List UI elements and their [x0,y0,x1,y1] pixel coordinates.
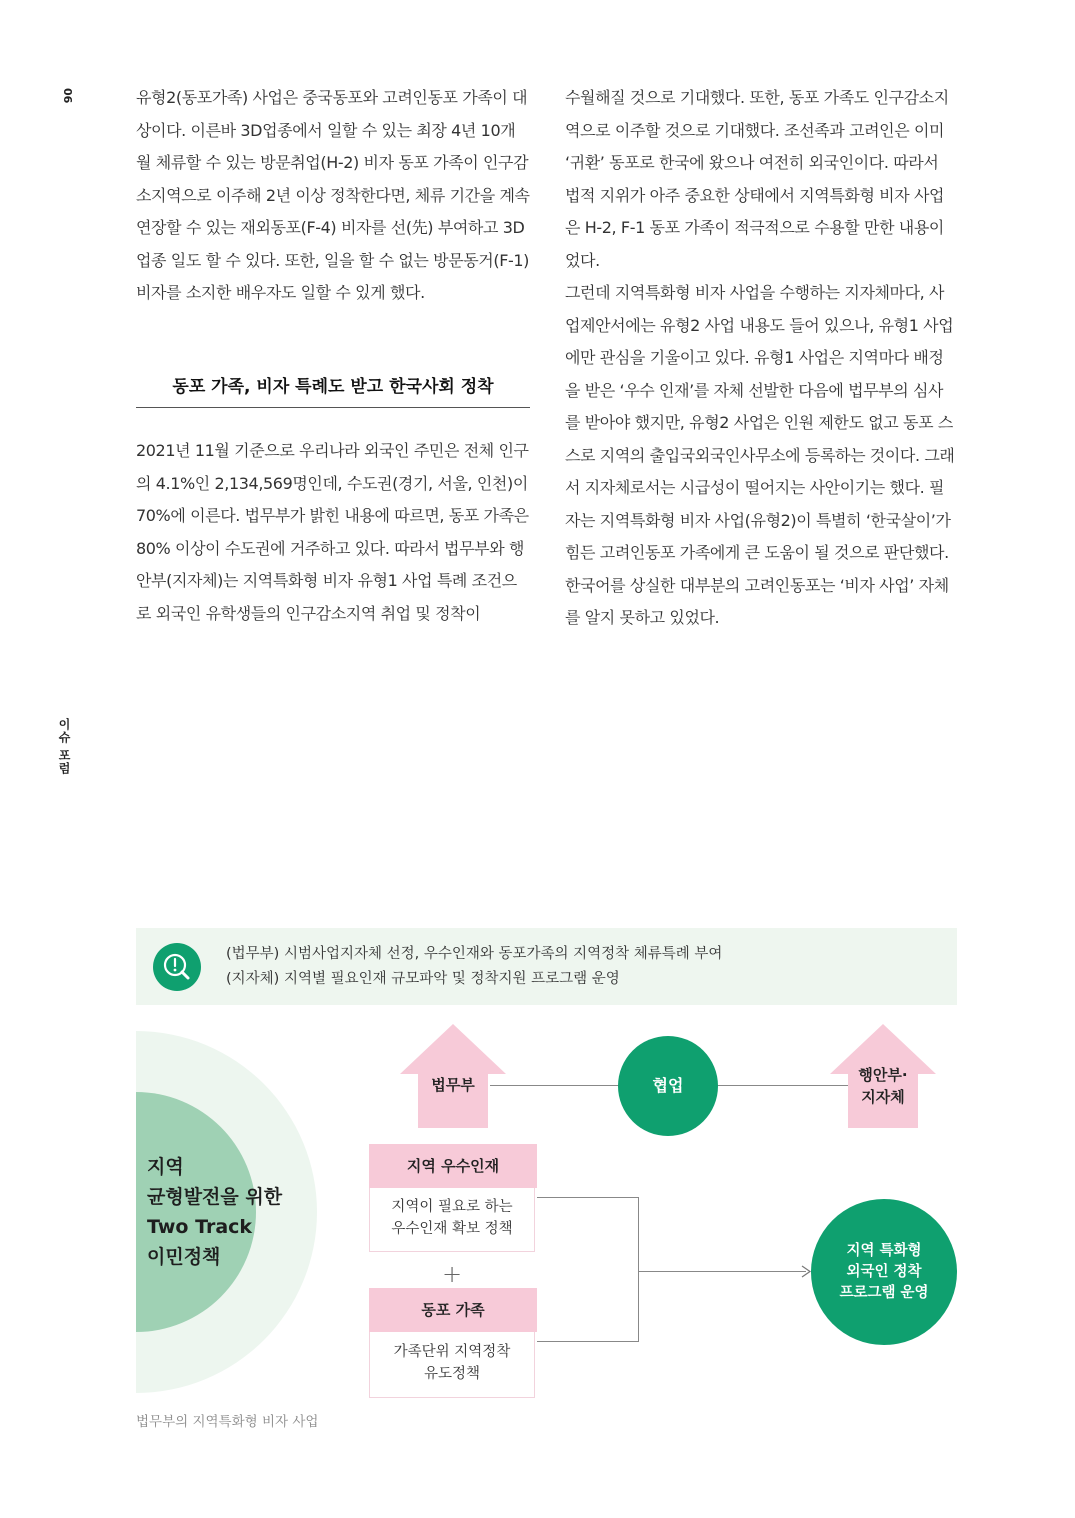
paragraph: 2021년 11월 기준으로 우리나라 외국인 주민은 전체 인구의 4.1%인 2,134,569명인데, 수도권(경기, 서울, 인천)이 70%에 이른다. 법무부가 밝힌 내용에 따르면, 동포 가족은 80% 이상이 수도권에 거주하고 있다. 따라서 법무부와 행안부(지자체)는 지역특화형 비자 유형1 사업 특례 조건으로 외국인 유학생들의 인구감소지역 취업 및 정착이 [136,441,529,623]
paragraph: 유형2(동포가족) 사업은 중국동포와 고려인동포 가족이 대상이다. 이른바 3D업종에서 일할 수 있는 최장 4년 10개월 체류할 수 있는 방문취업(H-2) 비자 동포 가족이 인구감소지역으로 이주해 2년 이상 정착한다면, 체류 기간을 계속 연장할 수 있는 재외동포(F-4) 비자를 선(先) 부여하고 3D업종 일도 할 수 있다. 또한, 일을 할 수 없는 방문동거(F-1) 비자를 소지한 배우자도 일할 수 있게 했다. [136,88,530,302]
talent-box-body [369,1188,535,1252]
result-line: 프로그램 운영 [839,1285,929,1301]
ministry-justice-label: 법무부 [431,1076,475,1094]
figure-caption: 법무부의 지역특화형 비자 사업 [136,1414,319,1430]
magnifier-exclamation-icon [153,943,201,991]
article-left-column-bottom [136,435,530,630]
section-title: 이슈 포럼 [57,718,71,776]
result-line: 외국인 정착 [846,1264,922,1280]
paragraph: 수월해질 것으로 기대했다. 또한, 동포 가족도 인구감소지역으로 이주할 것으로 기대했다. 조선족과 고려인은 이미 ‘귀환’ 동포로 한국에 왔으나 여전히 외국인이다. 따라서 법적 지위가 아주 중요한 상태에서 지역특화형 비자 사업은 H-2, F-1 동포 가족이 적극적으로 수용할 만한 내용이었다. [565,88,949,270]
banner-line: (법무부) 시범사업지자체 선정, 우수인재와 동포가족의 지역정착 체류특례 부여 [226,946,723,962]
policy-title-line: 이민정책 [147,1246,221,1268]
ministry-interior-label [830,1064,936,1108]
banner-line: (지자체) 지역별 필요인재 규모파악 및 정착지원 프로그램 운영 [226,971,620,987]
policy-title-line: 균형발전을 위한 [147,1186,283,1208]
article-subheading: 동포 가족, 비자 특례도 받고 한국사회 정착 [136,372,530,408]
plus-sign: + [442,1260,463,1288]
result-circle [811,1199,957,1345]
box-line: 가족단위 지역정착 [393,1344,511,1360]
policy-title-line: Two Track [147,1216,253,1238]
article-left-column-top [136,82,530,310]
box-line: 유도정책 [423,1366,481,1382]
box-line: 우수인재 확보 정책 [391,1221,513,1237]
banner-text [226,942,722,992]
bracket-line-vertical [638,1197,639,1342]
bracket-line-top [537,1197,639,1198]
bracket-line-bottom [537,1341,639,1342]
result-line: 지역 특화형 [846,1243,922,1259]
info-banner [136,928,957,1005]
result-arrow-line [638,1271,806,1272]
family-box-title: 동포 가족 [369,1288,537,1332]
family-box-body [369,1332,535,1398]
box-line: 지역이 필요로 하는 [391,1199,513,1215]
policy-title [147,1152,282,1272]
paragraph: 그런데 지역특화형 비자 사업을 수행하는 지자체마다, 사업제안서에는 유형2 사업 내용도 들어 있으나, 유형1 사업에만 관심을 기울이고 있다. 유형1 사업은 지역마다 배정을 받은 ‘우수 인재’를 자체 선발한 다음에 법무부의 심사를 받아야 했지만, 유형2 사업은 인원 제한도 없고 동포 스스로 지역의 출입국외국인사무소에 등록하는 것이다. 그래서 지자체로서는 시급성이 떨어지는 사안이기는 했다. 필자는 지역특화형 비자 사업(유형2)이 특별히 ‘한국살이’가 힘든 고려인동포 가족에게 큰 도움이 될 것으로 판단했다. 한국어를 상실한 대부분의 고려인동포는 ‘비자 사업’ 자체를 알지 못하고 있었다. [565,283,955,627]
page-number: 06 [61,88,74,104]
label-line: 지자체 [861,1088,905,1106]
article-right-column [565,82,957,635]
talent-box-title: 지역 우수인재 [369,1144,537,1188]
result-text [811,1241,957,1304]
policy-title-line: 지역 [147,1156,184,1178]
label-line: 행안부· [858,1066,908,1084]
coop-circle: 협업 [618,1036,718,1136]
